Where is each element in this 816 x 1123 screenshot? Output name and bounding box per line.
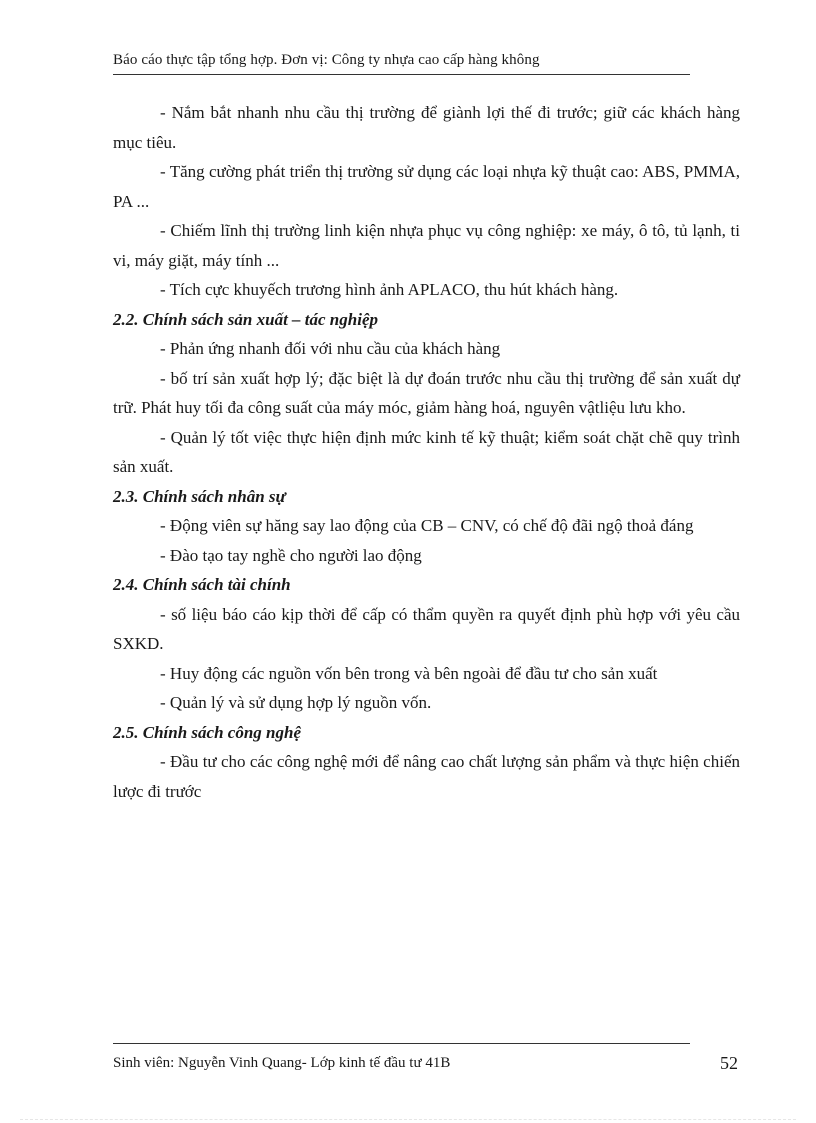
paragraph-industrial-parts: - Chiếm lĩnh thị trường linh kiện nhựa phục vụ công nghiệp: xe máy, ô tô, tủ lạnh, ti vi, máy giặt, máy tính ...: [113, 221, 740, 270]
section-heading-hr-policy: 2.3. Chính sách nhân sự: [113, 486, 286, 506]
page-edge: [20, 1119, 796, 1120]
paragraph-technology-investment: - Đầu tư cho các công nghệ mới để nâng cao chất lượng sản phẩm và thực hiện chiến lược đi trước: [113, 752, 740, 801]
paragraph-production-layout: - bố trí sản xuất hợp lý; đặc biệt là dự đoán trước nhu cầu thị trường để sản xuất dự trữ. Phát huy tối đa công suất của máy móc, giảm hàng hoá, nguyên vậtliệu lưu kho.: [113, 368, 740, 417]
paragraph-quick-response: - Phản ứng nhanh đối với nhu cầu của khách hàng: [160, 339, 501, 358]
document-body: [113, 98, 740, 806]
page-footer: Sinh viên: Nguyễn Vinh Quang- Lớp kinh tế đầu tư 41B: [113, 1055, 451, 1071]
header-divider: [113, 74, 690, 75]
section-heading-finance-policy: 2.4. Chính sách tài chính: [113, 575, 291, 594]
paragraph-tech-plastics: - Tăng cường phát triển thị trường sử dụng các loại nhựa kỹ thuật cao: ABS, PMMA, PA ...: [113, 162, 740, 211]
paragraph-technical-norms: - Quản lý tốt việc thực hiện định mức kinh tế kỹ thuật; kiểm soát chặt chẽ quy trình sản xuất.: [113, 427, 740, 476]
page-header: Báo cáo thực tập tổng hợp. Đơn vị: Công ty nhựa cao cấp hàng không: [113, 52, 540, 68]
page-number: 52: [720, 1053, 738, 1073]
footer-divider: [113, 1043, 690, 1044]
paragraph-market-response: - Nắm bắt nhanh nhu cầu thị trường để giành lợi thế đi trước; giữ các khách hàng mục tiêu.: [113, 103, 740, 152]
paragraph-skill-training: - Đào tạo tay nghề cho người lao động: [160, 545, 422, 565]
paragraph-capital-management: - Quản lý và sử dụng hợp lý nguồn vốn.: [160, 693, 432, 712]
section-heading-production-policy: 2.2. Chính sách sản xuất – tác nghiệp: [113, 309, 378, 329]
paragraph-capital-mobilization: - Huy động các nguồn vốn bên trong và bên ngoài để đầu tư cho sản xuất: [160, 663, 658, 683]
paragraph-brand-promotion: - Tích cực khuyếch trương hình ảnh APLACO, thu hút khách hàng.: [160, 280, 619, 299]
paragraph-staff-motivation: - Động viên sự hăng say lao động của CB – CNV, có chế độ đãi ngộ thoả đáng: [160, 516, 694, 535]
section-heading-technology-policy: 2.5. Chính sách công nghệ: [113, 722, 301, 742]
paragraph-timely-reporting: - số liệu báo cáo kịp thời để cấp có thẩm quyền ra quyết định phù hợp với yêu cầu SXKD.: [113, 604, 740, 653]
